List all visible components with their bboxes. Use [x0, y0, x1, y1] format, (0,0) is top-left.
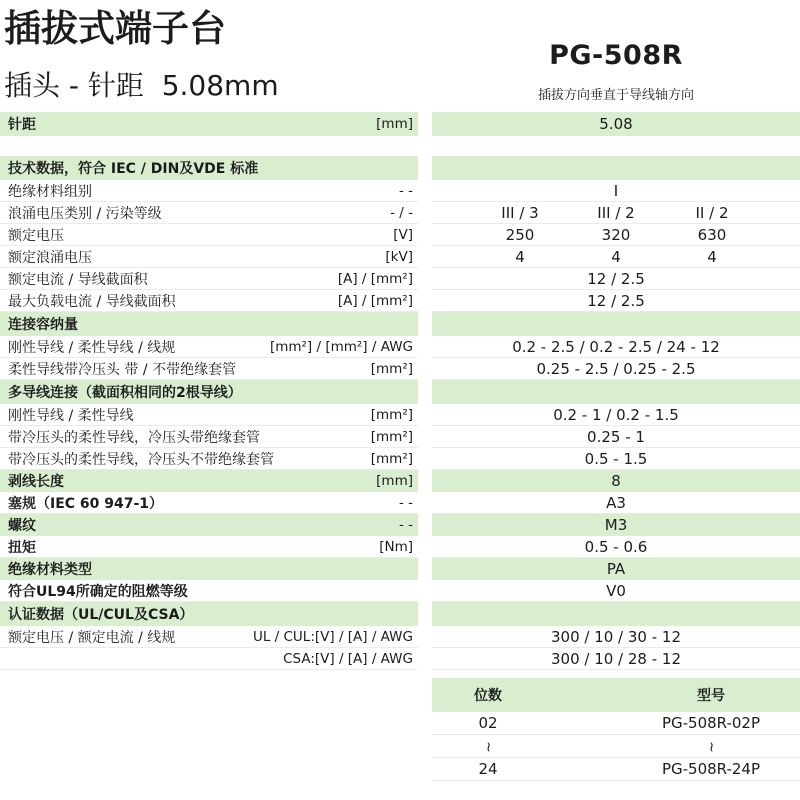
spec-row: [0, 358, 800, 380]
row-value: 4: [707, 247, 717, 266]
row-unit: [A] / [mm²]: [337, 292, 413, 309]
row-value: 12 / 2.5: [587, 291, 645, 310]
row-label-cell: [0, 336, 418, 358]
column-gap: [418, 290, 432, 312]
row-value: 250: [505, 225, 535, 244]
page-subtitle: 插头 - 针距 5.08mm: [4, 69, 279, 103]
value-columns: [432, 204, 800, 222]
column-gap: [418, 112, 432, 136]
spec-row: [0, 290, 800, 312]
col-header-model: 型号: [697, 688, 725, 704]
column-gap: [418, 536, 432, 558]
row-label: 柔性导线带冷压头 带 / 不带绝缘套管: [8, 361, 237, 378]
column-gap: [418, 448, 432, 470]
model-note: 插拔方向垂直于导线轴方向: [537, 88, 694, 103]
section-value-cell: [432, 380, 800, 404]
row-value-cell: [432, 626, 800, 648]
spec-row: [0, 336, 800, 358]
row-unit: CSA:[V] / [A] / AWG: [283, 650, 413, 667]
spec-row: [0, 580, 800, 602]
row-value: 300 / 10 / 28 - 12: [550, 649, 682, 668]
row-label: 剥线长度: [8, 474, 64, 490]
row-unit: [mm²]: [370, 428, 413, 445]
spec-row: [0, 180, 800, 202]
spec-row: [0, 492, 800, 514]
model-header: [432, 40, 800, 103]
row-value: 630: [697, 225, 727, 244]
model-code: PG-508R-24P: [661, 760, 761, 778]
row-unit: [mm²]: [370, 450, 413, 467]
row-label-cell: [0, 626, 418, 648]
section-label-cell: [0, 380, 418, 404]
pitch-label-cell: [0, 112, 418, 136]
row-value: 5.08: [599, 115, 633, 133]
row-label-cell: [0, 290, 418, 312]
model-code: PG-508R-02P: [661, 714, 761, 732]
row-label: 扭矩: [8, 539, 36, 556]
row-label-cell: [0, 492, 418, 514]
column-gap: [418, 380, 432, 404]
row-unit: [V]: [393, 226, 413, 243]
row-value: 0.5 - 0.6: [584, 537, 648, 556]
row-value-cell: [432, 536, 800, 558]
row-label: 额定浪涌电压: [8, 249, 92, 266]
section-value-cell: [432, 602, 800, 626]
row-label-cell: [0, 558, 418, 580]
column-gap: [418, 202, 432, 224]
row-unit: - -: [398, 182, 413, 199]
row-value: III / 2: [597, 203, 635, 222]
row-value: 4: [611, 247, 621, 266]
row-unit: - -: [398, 494, 413, 511]
spec-row: [0, 626, 800, 648]
row-unit: UL / CUL:[V] / [A] / AWG: [252, 628, 413, 645]
row-label: 符合UL94所确定的阻燃等级: [8, 583, 188, 600]
row-unit: [mm]: [376, 116, 413, 132]
row-value: A3: [606, 493, 626, 512]
col-header-positions: 位数: [474, 688, 502, 704]
row-label-cell: [0, 514, 418, 536]
pitch-value-cell: [432, 112, 800, 136]
section-title: 多导线连接（截面积相同的2根导线）: [8, 385, 242, 401]
row-value-cell: [432, 290, 800, 312]
range-tilde-cell: [432, 737, 544, 755]
pole-row: [432, 735, 800, 758]
spec-row: [0, 404, 800, 426]
column-gap: [418, 336, 432, 358]
range-tilde-cell: [622, 737, 800, 755]
column-gap: [418, 514, 432, 536]
row-label: 浪涌电压类别 / 污染等级: [8, 205, 162, 222]
row-value: PA: [606, 560, 626, 578]
row-value: 12 / 2.5: [587, 269, 645, 288]
row-value: III / 3: [501, 203, 539, 222]
row-label-cell: [0, 536, 418, 558]
row-label-cell: [0, 404, 418, 426]
row-label-cell: [0, 268, 418, 290]
section-label-cell: [0, 602, 418, 626]
row-label-cell: [0, 180, 418, 202]
row-value: 4: [515, 247, 525, 266]
row-value-cell: [432, 514, 800, 536]
section-row: [0, 312, 800, 336]
section-title: 技术数据，符合 IEC / DIN及VDE 标准: [8, 161, 259, 177]
row-value-cell: [432, 202, 800, 224]
row-value: V0: [606, 581, 626, 600]
row-label: 刚性导线 / 柔性导线: [8, 407, 134, 424]
spec-row: [0, 224, 800, 246]
model-number: PG-508R: [549, 40, 683, 71]
row-unit: [mm²]: [370, 360, 413, 377]
spec-row: [0, 202, 800, 224]
row-label: 带冷压头的柔性导线，冷压头带绝缘套管: [8, 429, 260, 446]
table-spacer: [0, 136, 800, 156]
row-value-cell: [432, 268, 800, 290]
row-label-cell: [0, 448, 418, 470]
column-gap: [418, 180, 432, 202]
row-label: 额定电流 / 导线截面积: [8, 271, 148, 288]
pole-row: [432, 712, 800, 735]
row-value-cell: [432, 558, 800, 580]
column-gap: [418, 224, 432, 246]
row-label-cell: [0, 224, 418, 246]
row-label: 绝缘材料组别: [8, 183, 92, 200]
spec-row: [0, 448, 800, 470]
row-value: 0.2 - 1 / 0.2 - 1.5: [553, 405, 679, 424]
row-value-cell: [432, 404, 800, 426]
row-unit: [A] / [mm²]: [337, 270, 413, 287]
section-row: [0, 380, 800, 404]
row-value-cell: [432, 648, 800, 670]
row-value: 300 / 10 / 30 - 12: [550, 627, 682, 646]
page-title: 插拔式端子台: [4, 7, 226, 50]
column-gap: [418, 246, 432, 268]
row-label: 针距: [8, 117, 36, 133]
row-value: 0.5 - 1.5: [584, 449, 648, 468]
section-value-cell: [432, 312, 800, 336]
section-row: [0, 156, 800, 180]
row-value: M3: [604, 516, 628, 534]
row-label-cell: [0, 202, 418, 224]
row-label-cell: [0, 246, 418, 268]
pitch-row: [0, 112, 800, 136]
spec-table: [0, 112, 800, 781]
spec-row: [0, 558, 800, 580]
row-value: 8: [611, 472, 621, 490]
row-value-cell: [432, 180, 800, 202]
row-label: 额定电压 / 额定电流 / 线规: [8, 629, 176, 646]
row-unit: - / -: [390, 204, 413, 221]
row-label: 额定电压: [8, 227, 64, 244]
pole-row: [432, 758, 800, 781]
column-gap: [418, 268, 432, 290]
row-label: 塞规（IEC 60 947-1）: [8, 495, 164, 512]
column-gap: [418, 648, 432, 670]
row-label-cell: [0, 358, 418, 380]
row-value: 0.2 - 2.5 / 0.2 - 2.5 / 24 - 12: [512, 337, 720, 356]
column-gap: [418, 580, 432, 602]
column-gap: [418, 558, 432, 580]
spec-row: [0, 514, 800, 536]
row-value-cell: [432, 492, 800, 514]
spec-row: [0, 536, 800, 558]
spec-row: [0, 648, 800, 670]
row-label: 螺纹: [8, 518, 36, 534]
row-value-cell: [432, 470, 800, 492]
pole-table: [0, 678, 800, 781]
row-label: 绝缘材料类型: [8, 562, 92, 578]
row-unit: [mm²] / [mm²] / AWG: [269, 338, 413, 355]
section-row: [0, 602, 800, 626]
value-columns: [432, 248, 800, 266]
row-label: 刚性导线 / 柔性导线 / 线规: [8, 339, 176, 356]
row-unit: - -: [398, 517, 413, 533]
spec-row: [0, 426, 800, 448]
row-label: 最大负载电流 / 导线截面积: [8, 293, 176, 310]
row-value: 0.25 - 1: [587, 427, 645, 446]
column-gap: [418, 156, 432, 180]
row-label-cell: [0, 648, 418, 670]
row-label-cell: [0, 426, 418, 448]
spec-row: [0, 246, 800, 268]
column-gap: [418, 602, 432, 626]
row-unit: [Nm]: [379, 538, 413, 555]
row-value: I: [613, 181, 619, 200]
section-title: 连接容纳量: [8, 317, 78, 333]
row-unit: [mm²]: [370, 406, 413, 423]
pole-table-left-space: [0, 678, 432, 781]
column-gap: [418, 492, 432, 514]
row-value-cell: [432, 224, 800, 246]
tilde-glyph: ~: [702, 741, 719, 753]
column-gap: [418, 626, 432, 648]
row-value-cell: [432, 448, 800, 470]
column-gap: [418, 470, 432, 492]
column-gap: [418, 312, 432, 336]
column-gap: [418, 358, 432, 380]
row-value-cell: [432, 246, 800, 268]
section-label-cell: [0, 156, 418, 180]
spec-row: [0, 470, 800, 492]
row-value-cell: [432, 358, 800, 380]
pole-count: 24: [478, 760, 498, 778]
row-value-cell: [432, 426, 800, 448]
row-value-cell: [432, 336, 800, 358]
pole-count: 02: [478, 714, 498, 732]
value-columns: [432, 226, 800, 244]
row-unit: [kV]: [385, 248, 413, 265]
row-value: 320: [601, 225, 631, 244]
row-value: II / 2: [695, 203, 729, 222]
section-label-cell: [0, 312, 418, 336]
tilde-glyph: ~: [479, 741, 496, 753]
section-title: 认证数据（UL/CUL及CSA）: [8, 607, 194, 623]
pole-table-header: [432, 678, 800, 712]
pole-table-body: [432, 678, 800, 781]
section-value-cell: [432, 156, 800, 180]
row-value-cell: [432, 580, 800, 602]
spec-row: [0, 268, 800, 290]
column-gap: [418, 426, 432, 448]
header: [0, 0, 800, 104]
column-gap: [418, 404, 432, 426]
row-label-cell: [0, 470, 418, 492]
row-label: 带冷压头的柔性导线，冷压头不带绝缘套管: [8, 451, 274, 468]
row-unit: [mm]: [376, 473, 413, 489]
row-label-cell: [0, 580, 418, 602]
row-value: 0.25 - 2.5 / 0.25 - 2.5: [536, 359, 696, 378]
